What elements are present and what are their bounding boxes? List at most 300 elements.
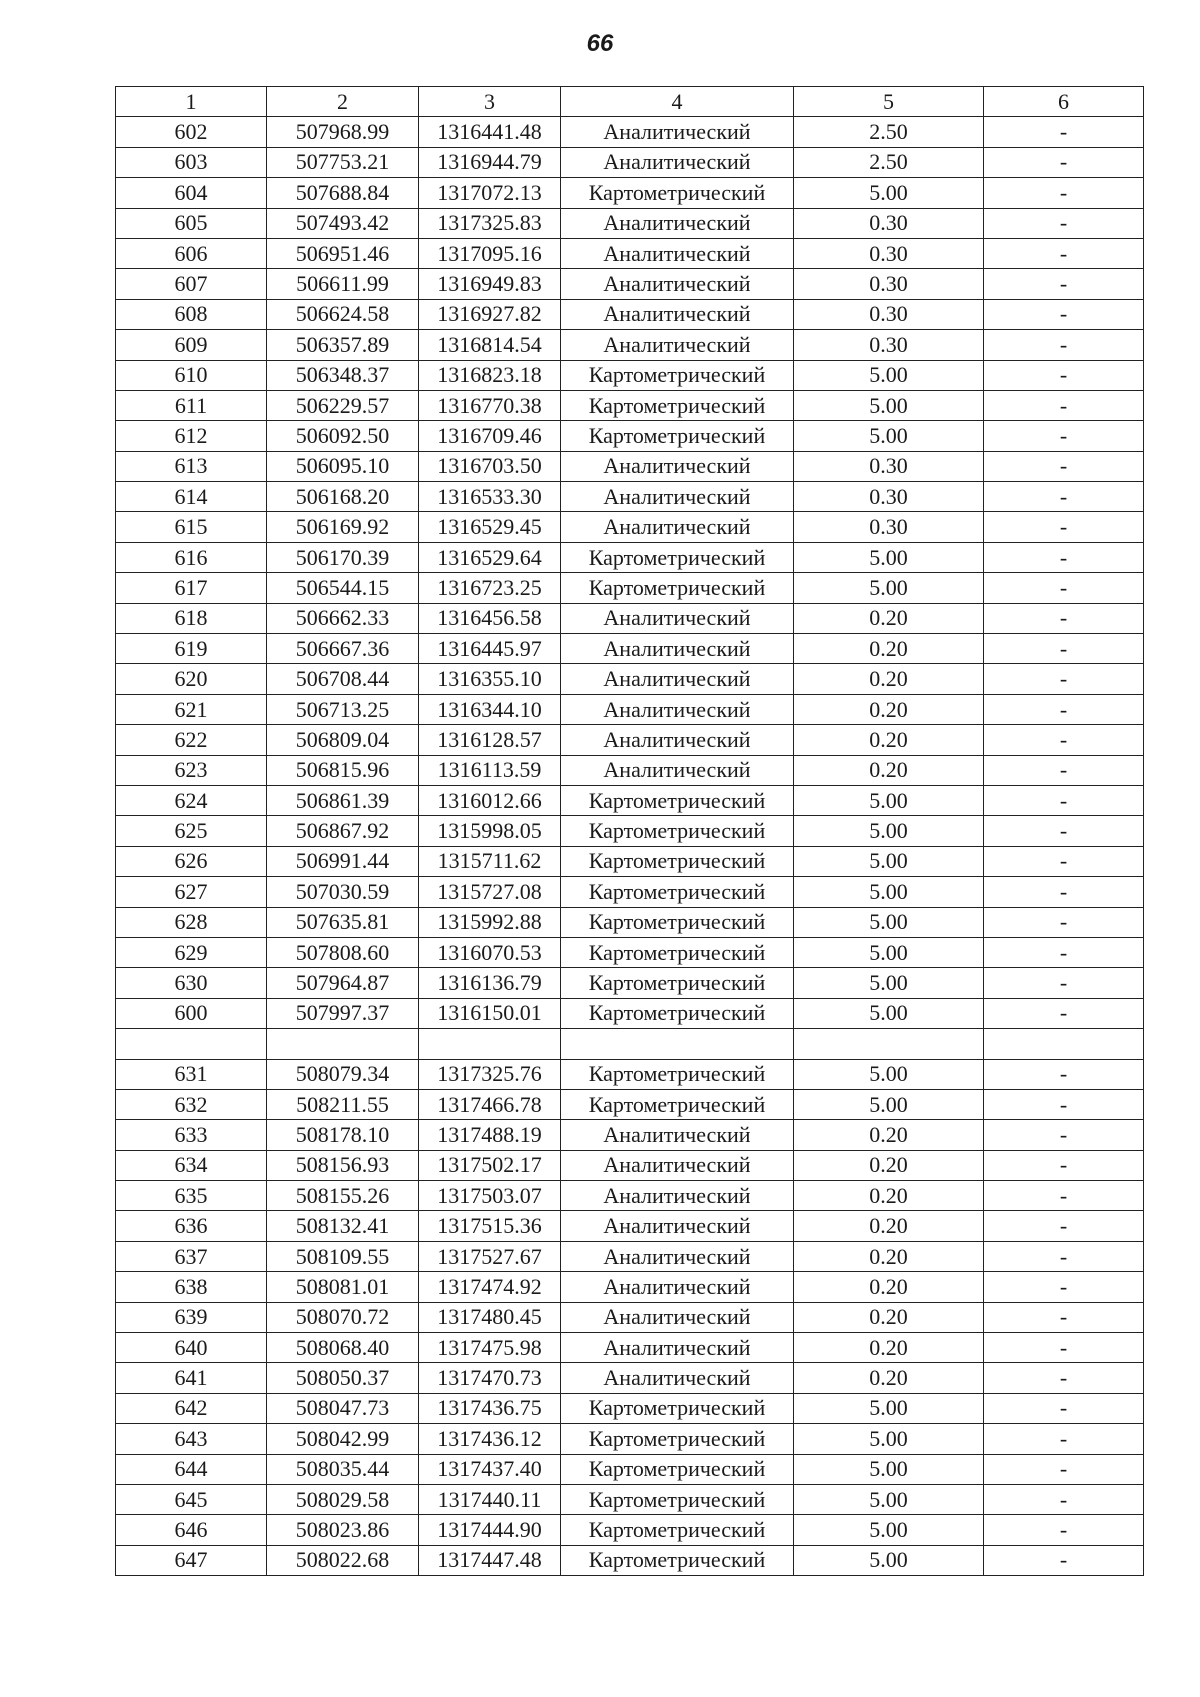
table-cell: Картометрический bbox=[561, 816, 794, 846]
table-cell: 5.00 bbox=[794, 360, 984, 390]
table-cell: - bbox=[984, 1272, 1144, 1302]
table-cell: 506815.96 bbox=[267, 755, 419, 785]
table-cell: - bbox=[984, 330, 1144, 360]
table-cell: 0.20 bbox=[794, 755, 984, 785]
table-cell: 0.20 bbox=[794, 1272, 984, 1302]
table-cell: 628 bbox=[116, 907, 267, 937]
table-cell: 5.00 bbox=[794, 1059, 984, 1089]
table-cell: 508029.58 bbox=[267, 1484, 419, 1514]
table-cell: 643 bbox=[116, 1424, 267, 1454]
table-cell: Аналитический bbox=[561, 117, 794, 147]
table-cell: 507808.60 bbox=[267, 937, 419, 967]
table-cell: 618 bbox=[116, 603, 267, 633]
table-cell: 615 bbox=[116, 512, 267, 542]
table-cell: 508132.41 bbox=[267, 1211, 419, 1241]
table-cell: 646 bbox=[116, 1515, 267, 1545]
table-cell: 506809.04 bbox=[267, 725, 419, 755]
table-cell: 1316128.57 bbox=[419, 725, 561, 755]
table-cell: 644 bbox=[116, 1454, 267, 1484]
table-cell: Аналитический bbox=[561, 664, 794, 694]
table-cell: Картометрический bbox=[561, 1424, 794, 1454]
table-cell: Аналитический bbox=[561, 725, 794, 755]
table-row bbox=[116, 998, 1144, 1028]
table-row bbox=[116, 1393, 1144, 1423]
table-cell: 506708.44 bbox=[267, 664, 419, 694]
table-cell: Картометрический bbox=[561, 1059, 794, 1089]
table-cell: 1316441.48 bbox=[419, 117, 561, 147]
table-cell: 508070.72 bbox=[267, 1302, 419, 1332]
table-row bbox=[116, 147, 1144, 177]
table-cell: 1315992.88 bbox=[419, 907, 561, 937]
table-cell: 633 bbox=[116, 1120, 267, 1150]
table-cell: 5.00 bbox=[794, 1393, 984, 1423]
table-cell: Аналитический bbox=[561, 1211, 794, 1241]
table-cell: Аналитический bbox=[561, 1333, 794, 1363]
table-cell: 635 bbox=[116, 1181, 267, 1211]
table-row bbox=[116, 1333, 1144, 1363]
table-cell: - bbox=[984, 573, 1144, 603]
table-cell: 507968.99 bbox=[267, 117, 419, 147]
table-cell: 506095.10 bbox=[267, 451, 419, 481]
table-row bbox=[116, 1089, 1144, 1119]
table-cell: - bbox=[984, 1515, 1144, 1545]
table-cell: 1317444.90 bbox=[419, 1515, 561, 1545]
table-cell: 634 bbox=[116, 1150, 267, 1180]
table-row bbox=[116, 1059, 1144, 1089]
table-row bbox=[116, 208, 1144, 238]
table-cell bbox=[794, 1029, 984, 1059]
table-cell: Картометрический bbox=[561, 1545, 794, 1575]
table-row bbox=[116, 1211, 1144, 1241]
table-cell: 1316770.38 bbox=[419, 390, 561, 420]
table-cell: Аналитический bbox=[561, 603, 794, 633]
table-row bbox=[116, 1181, 1144, 1211]
table-cell: - bbox=[984, 1302, 1144, 1332]
table-body bbox=[116, 117, 1144, 1576]
table-cell: 1316823.18 bbox=[419, 360, 561, 390]
table-cell: 5.00 bbox=[794, 785, 984, 815]
table-cell: - bbox=[984, 785, 1144, 815]
table-cell: 637 bbox=[116, 1241, 267, 1271]
table-cell: 506667.36 bbox=[267, 634, 419, 664]
table-cell: 1316456.58 bbox=[419, 603, 561, 633]
table-cell: 508068.40 bbox=[267, 1333, 419, 1363]
table-cell: 506092.50 bbox=[267, 421, 419, 451]
table-cell: Аналитический bbox=[561, 269, 794, 299]
table-cell: - bbox=[984, 998, 1144, 1028]
table-cell: 611 bbox=[116, 390, 267, 420]
table-cell: 5.00 bbox=[794, 390, 984, 420]
table-cell: 1316445.97 bbox=[419, 634, 561, 664]
table-cell: 639 bbox=[116, 1302, 267, 1332]
table-cell: 508156.93 bbox=[267, 1150, 419, 1180]
table-cell: 0.30 bbox=[794, 482, 984, 512]
table-cell: 624 bbox=[116, 785, 267, 815]
table-row bbox=[116, 1545, 1144, 1575]
table-row bbox=[116, 1454, 1144, 1484]
table-cell: 1317488.19 bbox=[419, 1120, 561, 1150]
table-cell: 506867.92 bbox=[267, 816, 419, 846]
table-cell: 1317466.78 bbox=[419, 1089, 561, 1119]
table-cell: - bbox=[984, 1424, 1144, 1454]
table-cell bbox=[116, 1029, 267, 1059]
table-cell: - bbox=[984, 1089, 1144, 1119]
table-cell: 0.20 bbox=[794, 1333, 984, 1363]
table-cell: 0.20 bbox=[794, 1302, 984, 1332]
table-cell: 506662.33 bbox=[267, 603, 419, 633]
table-cell bbox=[561, 1029, 794, 1059]
table-cell: 507635.81 bbox=[267, 907, 419, 937]
table-cell: 626 bbox=[116, 846, 267, 876]
table-row bbox=[116, 390, 1144, 420]
table-cell: Аналитический bbox=[561, 238, 794, 268]
table-cell: 1317470.73 bbox=[419, 1363, 561, 1393]
header-row bbox=[116, 87, 1144, 117]
table-cell: Аналитический bbox=[561, 512, 794, 542]
table-cell: - bbox=[984, 360, 1144, 390]
table-cell: 508155.26 bbox=[267, 1181, 419, 1211]
coordinates-table bbox=[115, 86, 1144, 1576]
table-cell: Аналитический bbox=[561, 1120, 794, 1150]
table-cell: 1316355.10 bbox=[419, 664, 561, 694]
table-cell: Аналитический bbox=[561, 694, 794, 724]
table-cell: - bbox=[984, 1484, 1144, 1514]
table-cell: 5.00 bbox=[794, 877, 984, 907]
table-cell: Картометрический bbox=[561, 877, 794, 907]
table-cell: 1317480.45 bbox=[419, 1302, 561, 1332]
table-cell: 612 bbox=[116, 421, 267, 451]
table-cell: Картометрический bbox=[561, 1484, 794, 1514]
table-cell: - bbox=[984, 542, 1144, 572]
table-cell: 5.00 bbox=[794, 421, 984, 451]
column-header: 3 bbox=[419, 87, 561, 117]
table-cell: 622 bbox=[116, 725, 267, 755]
table-cell: 2.50 bbox=[794, 147, 984, 177]
table-cell: Аналитический bbox=[561, 147, 794, 177]
table-cell: 508079.34 bbox=[267, 1059, 419, 1089]
page-number: 66 bbox=[586, 30, 614, 57]
table-cell: 0.30 bbox=[794, 238, 984, 268]
table-cell: 600 bbox=[116, 998, 267, 1028]
table-cell: - bbox=[984, 1059, 1144, 1089]
table-cell: - bbox=[984, 1363, 1144, 1393]
table-cell: 645 bbox=[116, 1484, 267, 1514]
table-cell: 0.30 bbox=[794, 512, 984, 542]
table-cell: 1316150.01 bbox=[419, 998, 561, 1028]
table-cell: - bbox=[984, 664, 1144, 694]
table-cell: 508047.73 bbox=[267, 1393, 419, 1423]
table-cell: 507030.59 bbox=[267, 877, 419, 907]
table-cell: 0.30 bbox=[794, 330, 984, 360]
table-cell: 5.00 bbox=[794, 907, 984, 937]
table-cell: 508081.01 bbox=[267, 1272, 419, 1302]
table-cell: 610 bbox=[116, 360, 267, 390]
table-cell: Аналитический bbox=[561, 1272, 794, 1302]
table-cell: Картометрический bbox=[561, 846, 794, 876]
table-cell: 638 bbox=[116, 1272, 267, 1302]
table-cell: 508109.55 bbox=[267, 1241, 419, 1271]
table-cell: - bbox=[984, 907, 1144, 937]
table-cell: 5.00 bbox=[794, 573, 984, 603]
table-cell: 0.20 bbox=[794, 725, 984, 755]
table-cell: 642 bbox=[116, 1393, 267, 1423]
table-cell: 1317437.40 bbox=[419, 1454, 561, 1484]
table-cell: 0.20 bbox=[794, 1181, 984, 1211]
table-cell: - bbox=[984, 238, 1144, 268]
table-row bbox=[116, 664, 1144, 694]
table-row bbox=[116, 1302, 1144, 1332]
table-cell: 1316944.79 bbox=[419, 147, 561, 177]
table-cell: 632 bbox=[116, 1089, 267, 1119]
table-row bbox=[116, 451, 1144, 481]
table-row bbox=[116, 1272, 1144, 1302]
table-cell: Картометрический bbox=[561, 390, 794, 420]
table-cell: 1316344.10 bbox=[419, 694, 561, 724]
table-cell: - bbox=[984, 178, 1144, 208]
table-row bbox=[116, 360, 1144, 390]
table-cell: Аналитический bbox=[561, 330, 794, 360]
table-row bbox=[116, 1241, 1144, 1271]
table-cell: 616 bbox=[116, 542, 267, 572]
table-cell: 506348.37 bbox=[267, 360, 419, 390]
table-cell: Аналитический bbox=[561, 1150, 794, 1180]
table-cell: Аналитический bbox=[561, 1181, 794, 1211]
table-cell: 506991.44 bbox=[267, 846, 419, 876]
table-row bbox=[116, 330, 1144, 360]
table-row bbox=[116, 269, 1144, 299]
table-cell: - bbox=[984, 299, 1144, 329]
table-cell: 1316529.64 bbox=[419, 542, 561, 572]
table-cell: 1316070.53 bbox=[419, 937, 561, 967]
table-cell: - bbox=[984, 451, 1144, 481]
table-cell: 1317440.11 bbox=[419, 1484, 561, 1514]
table-cell: 506168.20 bbox=[267, 482, 419, 512]
table-cell: 0.30 bbox=[794, 269, 984, 299]
table-cell: 508035.44 bbox=[267, 1454, 419, 1484]
table-cell bbox=[267, 1029, 419, 1059]
table-cell: 5.00 bbox=[794, 178, 984, 208]
table-cell: 641 bbox=[116, 1363, 267, 1393]
table-cell: Картометрический bbox=[561, 573, 794, 603]
table-cell: - bbox=[984, 1120, 1144, 1150]
table-cell: Картометрический bbox=[561, 907, 794, 937]
table-row bbox=[116, 1363, 1144, 1393]
table-row bbox=[116, 573, 1144, 603]
table-row bbox=[116, 907, 1144, 937]
table-cell: 506861.39 bbox=[267, 785, 419, 815]
table-cell: Картометрический bbox=[561, 785, 794, 815]
table-cell: 507964.87 bbox=[267, 968, 419, 998]
table-cell bbox=[419, 1029, 561, 1059]
table-cell: 0.30 bbox=[794, 299, 984, 329]
table-row bbox=[116, 542, 1144, 572]
table-cell: Картометрический bbox=[561, 178, 794, 208]
table-row bbox=[116, 238, 1144, 268]
table-row bbox=[116, 1484, 1144, 1514]
table-cell: 0.20 bbox=[794, 694, 984, 724]
table-cell: 0.20 bbox=[794, 634, 984, 664]
table-cell: 5.00 bbox=[794, 542, 984, 572]
table-row bbox=[116, 1424, 1144, 1454]
table-cell: - bbox=[984, 117, 1144, 147]
table-cell: - bbox=[984, 482, 1144, 512]
table-cell: - bbox=[984, 208, 1144, 238]
table-cell: 640 bbox=[116, 1333, 267, 1363]
table-cell: - bbox=[984, 725, 1144, 755]
table-row bbox=[116, 482, 1144, 512]
table-cell: 1317325.83 bbox=[419, 208, 561, 238]
table-row bbox=[116, 1150, 1144, 1180]
table-cell: 506713.25 bbox=[267, 694, 419, 724]
table-cell: 506170.39 bbox=[267, 542, 419, 572]
table-cell: - bbox=[984, 1150, 1144, 1180]
table-cell: 1316723.25 bbox=[419, 573, 561, 603]
table-row bbox=[116, 694, 1144, 724]
table-cell: - bbox=[984, 1241, 1144, 1271]
table-cell: 625 bbox=[116, 816, 267, 846]
table-cell: 1317474.92 bbox=[419, 1272, 561, 1302]
table-cell: Картометрический bbox=[561, 360, 794, 390]
table-row bbox=[116, 178, 1144, 208]
table-cell: - bbox=[984, 816, 1144, 846]
table-cell: 1316012.66 bbox=[419, 785, 561, 815]
table-cell: 5.00 bbox=[794, 1484, 984, 1514]
table-row bbox=[116, 725, 1144, 755]
table-cell: 1316949.83 bbox=[419, 269, 561, 299]
table-cell: 506229.57 bbox=[267, 390, 419, 420]
table-cell: 506611.99 bbox=[267, 269, 419, 299]
table-row bbox=[116, 1029, 1144, 1059]
table-row bbox=[116, 634, 1144, 664]
table-cell: 1316533.30 bbox=[419, 482, 561, 512]
table-cell: Картометрический bbox=[561, 1393, 794, 1423]
table-cell: - bbox=[984, 147, 1144, 177]
table-cell: 1315998.05 bbox=[419, 816, 561, 846]
table-cell: Картометрический bbox=[561, 1089, 794, 1119]
table-cell: Аналитический bbox=[561, 634, 794, 664]
table-row bbox=[116, 117, 1144, 147]
table-cell: 507493.42 bbox=[267, 208, 419, 238]
table-cell: 1317527.67 bbox=[419, 1241, 561, 1271]
table-cell: - bbox=[984, 755, 1144, 785]
table-cell: 1317325.76 bbox=[419, 1059, 561, 1089]
table-cell: - bbox=[984, 1333, 1144, 1363]
table-cell: Картометрический bbox=[561, 968, 794, 998]
table-cell: - bbox=[984, 877, 1144, 907]
table-row bbox=[116, 846, 1144, 876]
table-cell: 617 bbox=[116, 573, 267, 603]
table-cell: 0.20 bbox=[794, 1363, 984, 1393]
table-cell: - bbox=[984, 1181, 1144, 1211]
table-cell: 508050.37 bbox=[267, 1363, 419, 1393]
table-cell: - bbox=[984, 937, 1144, 967]
table-cell: 630 bbox=[116, 968, 267, 998]
table-cell: Аналитический bbox=[561, 299, 794, 329]
table-row bbox=[116, 1120, 1144, 1150]
table-cell: 614 bbox=[116, 482, 267, 512]
column-header: 4 bbox=[561, 87, 794, 117]
table-cell: 0.30 bbox=[794, 451, 984, 481]
table-cell: 0.20 bbox=[794, 664, 984, 694]
table-cell: Картометрический bbox=[561, 998, 794, 1028]
table-cell: 1317072.13 bbox=[419, 178, 561, 208]
table-cell: Картометрический bbox=[561, 937, 794, 967]
table-cell: 5.00 bbox=[794, 1454, 984, 1484]
table-cell: - bbox=[984, 1211, 1144, 1241]
table-cell: Аналитический bbox=[561, 451, 794, 481]
table-cell: - bbox=[984, 269, 1144, 299]
table-cell: 1316814.54 bbox=[419, 330, 561, 360]
column-header: 2 bbox=[267, 87, 419, 117]
table-cell: 5.00 bbox=[794, 816, 984, 846]
table-row bbox=[116, 512, 1144, 542]
table-cell: 620 bbox=[116, 664, 267, 694]
table-cell: Картометрический bbox=[561, 421, 794, 451]
table-cell: Картометрический bbox=[561, 1454, 794, 1484]
table-cell: 1316703.50 bbox=[419, 451, 561, 481]
table-cell: 605 bbox=[116, 208, 267, 238]
table-cell: Аналитический bbox=[561, 208, 794, 238]
table-cell: - bbox=[984, 1454, 1144, 1484]
table-cell: 1317447.48 bbox=[419, 1545, 561, 1575]
table-cell: 606 bbox=[116, 238, 267, 268]
table-cell: 1316136.79 bbox=[419, 968, 561, 998]
table-cell: 623 bbox=[116, 755, 267, 785]
table-row bbox=[116, 603, 1144, 633]
table-cell: 508211.55 bbox=[267, 1089, 419, 1119]
table-cell: 602 bbox=[116, 117, 267, 147]
table-cell: Картометрический bbox=[561, 1515, 794, 1545]
table-cell: 0.20 bbox=[794, 1150, 984, 1180]
table-cell bbox=[984, 1029, 1144, 1059]
table-cell: 506951.46 bbox=[267, 238, 419, 268]
table-cell: 603 bbox=[116, 147, 267, 177]
table-cell: 5.00 bbox=[794, 998, 984, 1028]
table-cell: 1316113.59 bbox=[419, 755, 561, 785]
table-row bbox=[116, 785, 1144, 815]
table-cell: 636 bbox=[116, 1211, 267, 1241]
table-cell: 0.20 bbox=[794, 1120, 984, 1150]
table-cell: 507688.84 bbox=[267, 178, 419, 208]
table-cell: 1317475.98 bbox=[419, 1333, 561, 1363]
column-header: 6 bbox=[984, 87, 1144, 117]
table-cell: 1317502.17 bbox=[419, 1150, 561, 1180]
table-cell: - bbox=[984, 1545, 1144, 1575]
table-cell: 1316927.82 bbox=[419, 299, 561, 329]
table-cell: 604 bbox=[116, 178, 267, 208]
table-cell: 507997.37 bbox=[267, 998, 419, 1028]
table-cell: 508042.99 bbox=[267, 1424, 419, 1454]
table-cell: 609 bbox=[116, 330, 267, 360]
table-cell: 1316709.46 bbox=[419, 421, 561, 451]
table-cell: 506169.92 bbox=[267, 512, 419, 542]
table-cell: 506624.58 bbox=[267, 299, 419, 329]
table-cell: 1317436.75 bbox=[419, 1393, 561, 1423]
table-cell: 613 bbox=[116, 451, 267, 481]
table-cell: Аналитический bbox=[561, 1363, 794, 1393]
table-cell: - bbox=[984, 634, 1144, 664]
table-row bbox=[116, 1515, 1144, 1545]
table-cell: 0.30 bbox=[794, 208, 984, 238]
table-row bbox=[116, 421, 1144, 451]
table-cell: - bbox=[984, 694, 1144, 724]
table-cell: 1315727.08 bbox=[419, 877, 561, 907]
table-header bbox=[116, 87, 1144, 117]
table-cell: 5.00 bbox=[794, 1545, 984, 1575]
table-cell: Аналитический bbox=[561, 1302, 794, 1332]
table-cell: - bbox=[984, 512, 1144, 542]
table-row bbox=[116, 816, 1144, 846]
